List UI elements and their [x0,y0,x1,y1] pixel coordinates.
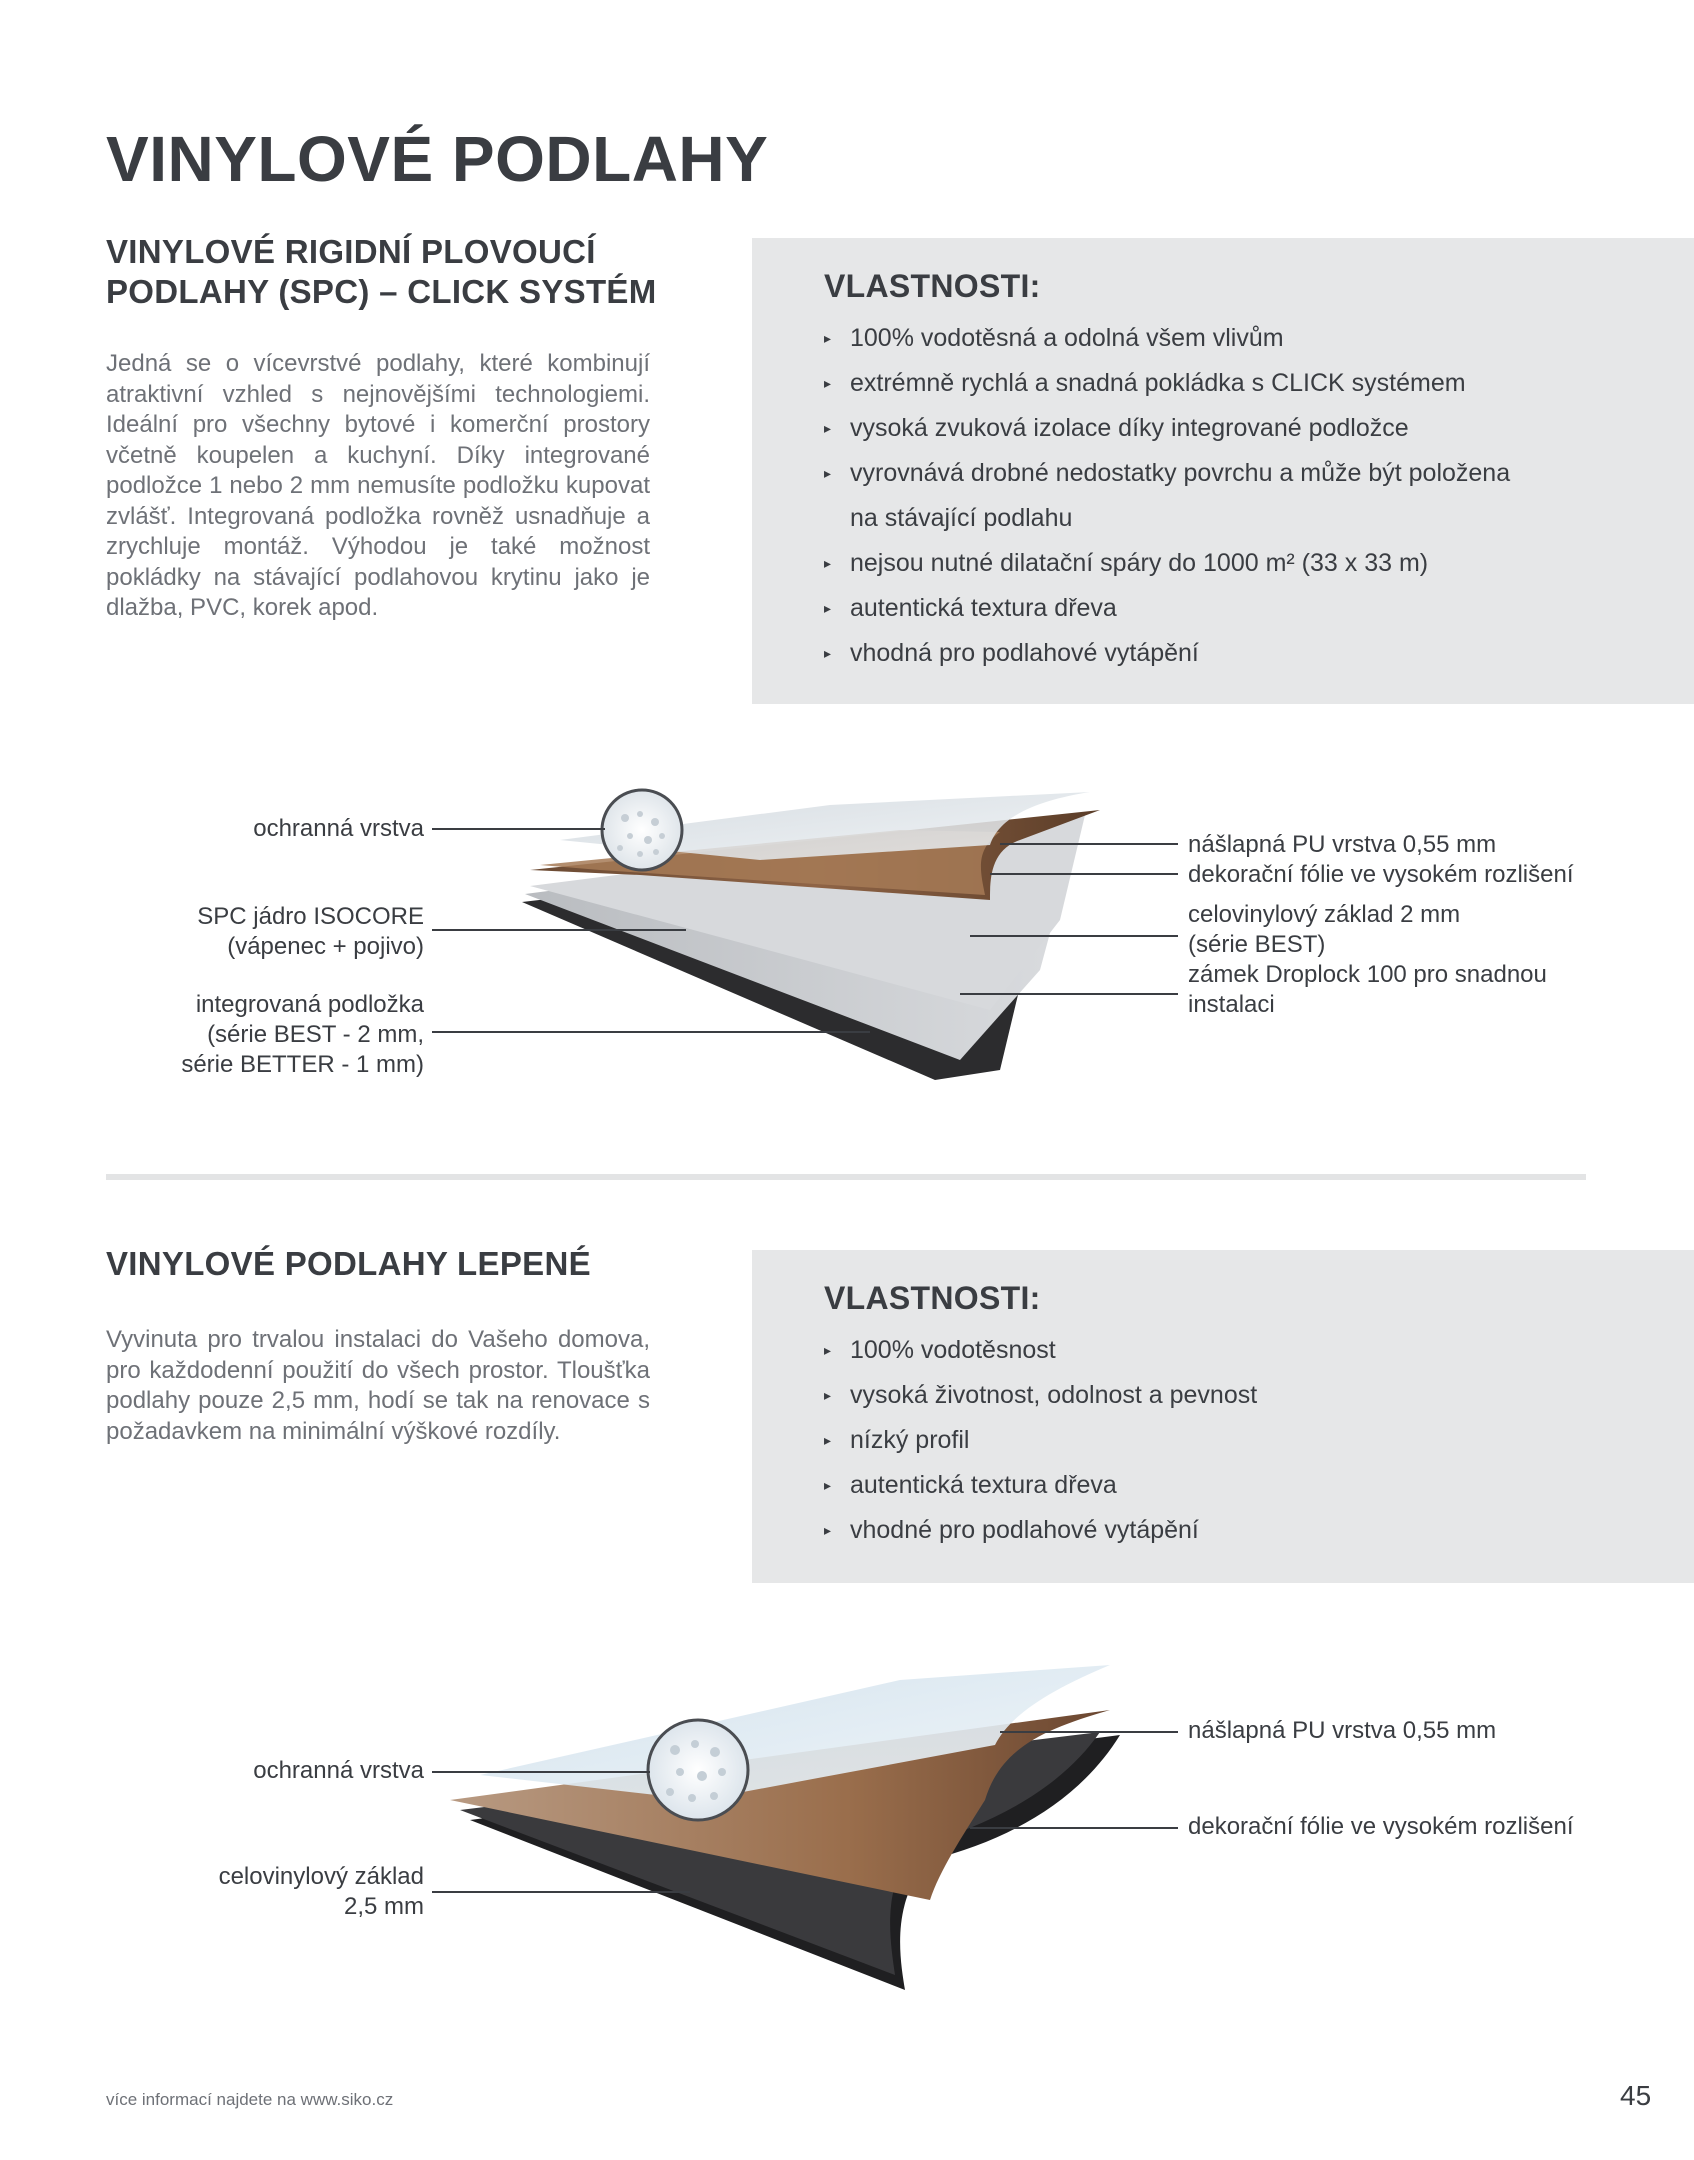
property-item: ▸ autentická textura dřeva [824,1463,1257,1508]
property-item [824,451,1510,541]
glued-vinyl-diagram [0,1640,1694,2020]
label-decor-film: dekorační fólie ve vysokém rozlišení [1188,1813,1574,1840]
property-item-wrap: na stávající podlahu [850,504,1073,532]
label-text: série BETTER - 1 mm) [181,1051,424,1078]
property-item: ▸ nejsou nutné dilatační spáry do 1000 m² (33 x 33 m) [824,541,1510,586]
label-text: instalaci [1188,991,1275,1018]
section1-properties-panel [752,238,1694,704]
label-wear-layer: nášlapná PU vrstva 0,55 mm [1188,1717,1497,1744]
section2-properties-list [824,1328,1257,1553]
property-item-text: vyrovnává drobné nedostatky povrchu a může být položena [850,459,1511,487]
property-item: ▸ vhodné pro podlahové vytápění [824,1508,1257,1553]
label-wear-layer: nášlapná PU vrstva 0,55 mm [1188,831,1497,858]
label-text: (vápenec + pojivo) [227,933,424,960]
property-item: ▸ nízký profil [824,1418,1257,1463]
section2-body: Vyvinuta pro trvalou instalaci do Vašeho domova, pro každodenní použití do všech prostor. Tloušťka podlahy pouze 2,5 mm, hodí se tak na renovace s požadavkem na minimální výškové rozdíly. [106,1326,650,1445]
section1-properties-title: VLASTNOSTI: [824,268,1041,304]
label-decor-film: dekorační fólie ve vysokém rozlišení [1188,861,1574,888]
section-divider [106,1174,1586,1180]
label-vinyl-base [219,1862,424,1922]
property-item: ▸ autentická textura dřeva [824,586,1510,631]
label-text: 2,5 mm [343,1893,424,1920]
label-integrated-underlay [181,990,424,1080]
property-item: ▸ 100% vodotěsná a odolná všem vlivům [824,316,1510,361]
label-text: (série BEST - 2 mm, [207,1021,424,1048]
magnifier-circle [602,790,682,870]
label-protective-layer: ochranná vrstva [253,1757,424,1784]
section2-heading: VINYLOVÉ PODLAHY LEPENÉ [106,1245,591,1282]
label-droplock [1188,960,1547,1020]
property-item: ▸ 100% vodotěsnost [824,1328,1257,1373]
label-text: zámek Droplock 100 pro snadnou [1188,961,1547,988]
magnifier-circle [648,1720,748,1820]
label-text: celovinylový základ [218,1863,424,1890]
section2-properties-title: VLASTNOSTI: [824,1280,1041,1316]
label-text: (série BEST) [1188,931,1326,958]
property-item: ▸ vysoká životnost, odolnost a pevnost [824,1373,1257,1418]
label-vinyl-base [1188,900,1460,960]
section2-properties-panel [752,1250,1694,1583]
label-protective-layer: ochranná vrstva [253,815,424,842]
section1-properties-list [824,316,1510,676]
label-text: integrovaná podložka [195,991,424,1018]
section1-heading [106,232,726,312]
footer-note: více informací najdete na www.siko.cz [106,2090,394,2109]
label-text: SPC jádro ISOCORE [197,903,424,930]
property-item: ▸ extrémně rychlá a snadná pokládka s CLICK systémem [824,361,1510,406]
section1-heading-line1: VINYLOVÉ RIGIDNÍ PLOVOUCÍ [106,233,596,270]
section1-heading-line2: PODLAHY (SPC) – CLICK SYSTÉM [106,273,657,310]
spc-layers-diagram [0,770,1694,1110]
section1-body: Jedná se o vícevrstvé podlahy, které kombinují atraktivní vzhled s nejnovějšími technologiemi. Ideální pro všechny bytové i komerční prostory včetně koupelen a kuchyní. Díky integrované podložce 1 nebo 2 mm nemusíte podložku kupovat zvlášť. Integrovaná podložka rovněž usnadňuje a zrychluje montáž. Výhodou je také možnost pokládky na stávající podlahovou krytinu jako je dlažba, PVC, korek apod. [106,350,650,621]
page-title: VINYLOVÉ PODLAHY [106,123,769,195]
property-item: ▸ vhodná pro podlahové vytápění [824,631,1510,676]
label-spc-core [197,902,424,962]
property-item: ▸ vysoká zvuková izolace díky integrované podložce [824,406,1510,451]
page-number: 45 [1620,2080,1652,2111]
label-text: celovinylový základ 2 mm [1188,901,1461,928]
